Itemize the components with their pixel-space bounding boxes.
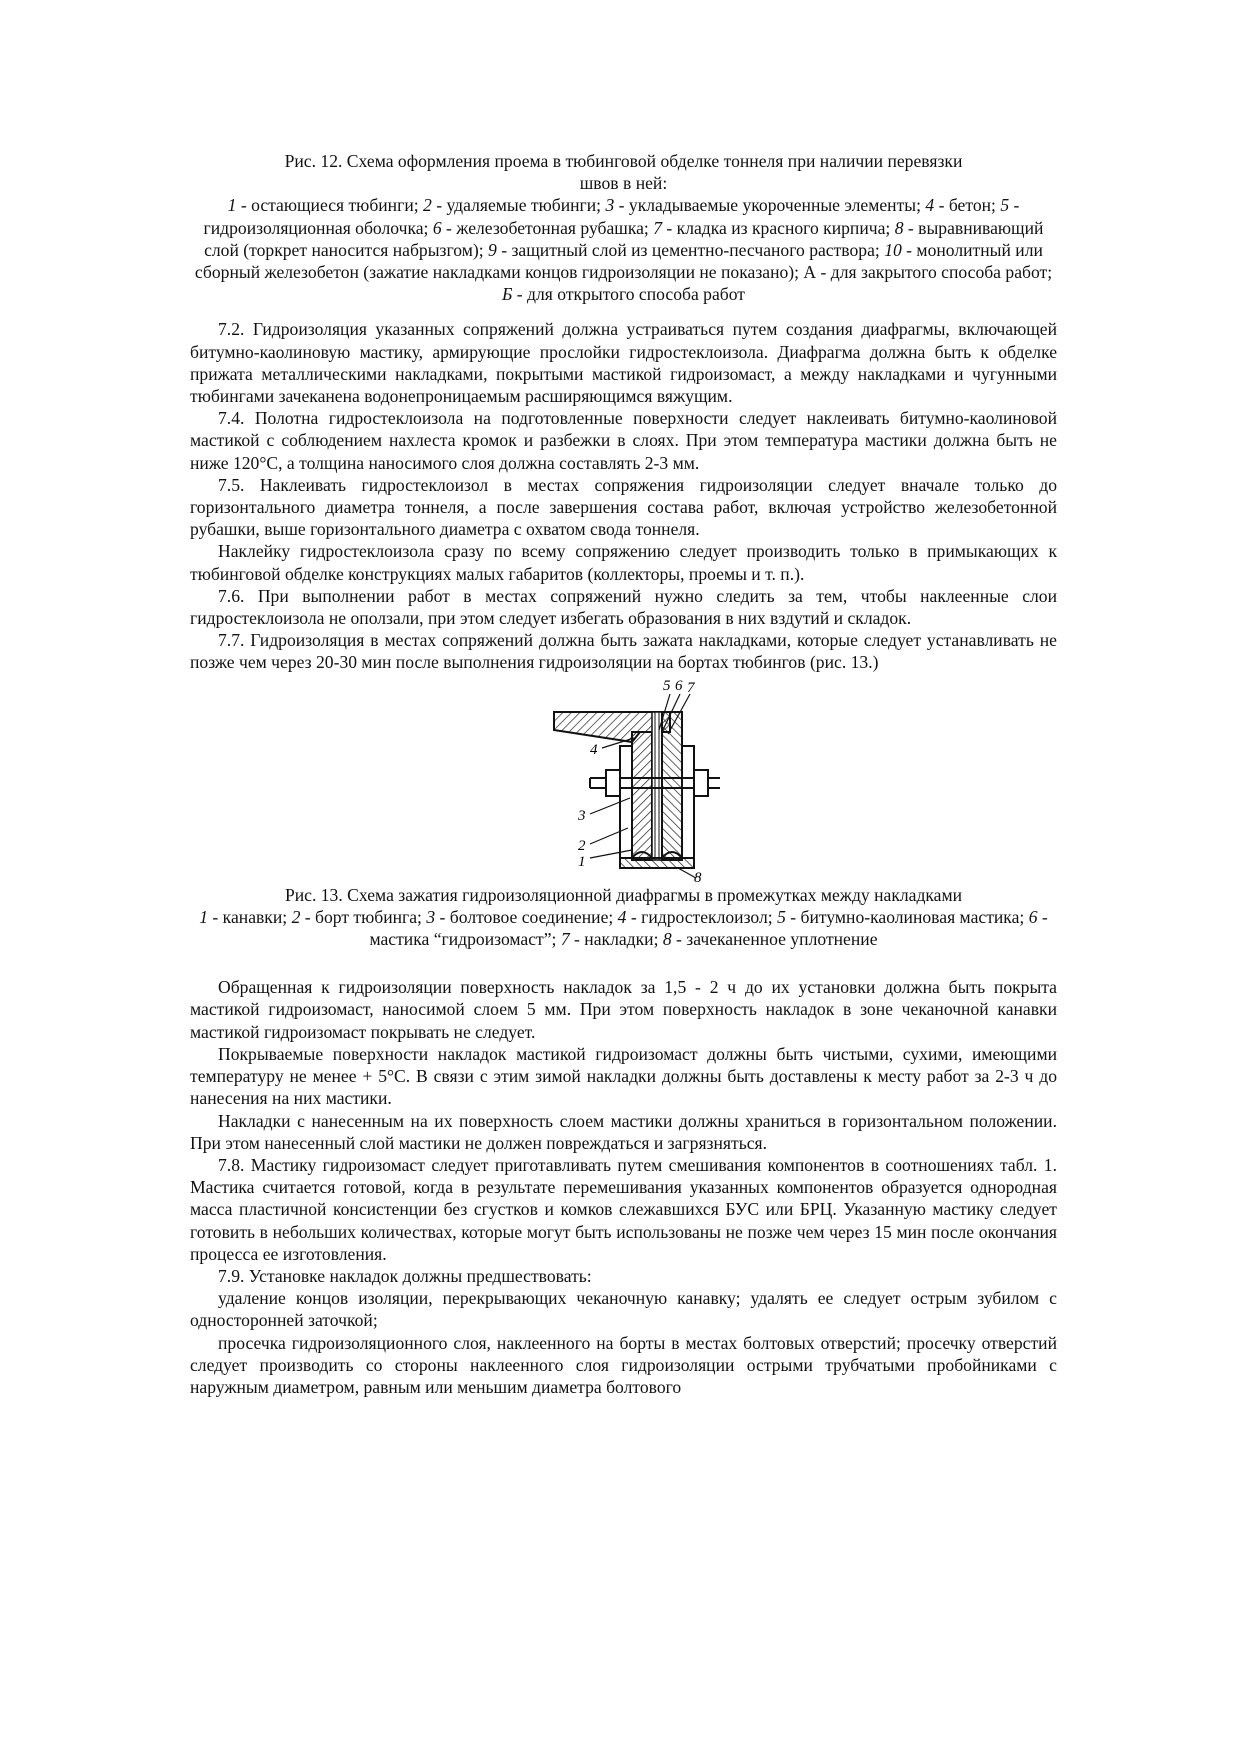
- paragraph: Покрываемые поверхности накладок мастикой гидроизомаст должны быть чистыми, сухими, имеющими температуру не менее + 5°С. В связи с этим зимой накладки должны быть доставлены к месту работ за 2-3 ч до нанесения на них мастики.: [190, 1043, 1057, 1109]
- paragraph: Накладки с нанесенным на их поверхность слоем мастики должны храниться в горизонтальном положении. При этом нанесенный слой мастики не должен повреждаться и загрязняться.: [190, 1110, 1057, 1153]
- paragraph: 7.2. Гидроизоляция указанных сопряжений должна устраиваться путем создания диафрагмы, включающей битумно-каолиновую мастику, армирующие прослойки гидростеклоизола. Диафрагма должна быть к обделке прижата металлическими накладками, покрытыми мастикой гидроизомаст, а между накладками и чугунными тюбингами зачеканена водонепроницаемым расширяющимся вяжущим.: [190, 319, 1057, 407]
- fig13-legend-text: - накладки;: [569, 929, 663, 950]
- fig12-legend-number: Б: [502, 284, 513, 305]
- bolt-head: [606, 770, 620, 796]
- paragraph: просечка гидроизоляционного слоя, наклеенного на борты в местах болтовых отверстий; просечку отверстий следует производить со стороны наклеенного слоя гидроизоляции острыми трубчатыми пробойниками с наружным диаметром, равным или меньшим диаметра болтового: [190, 1332, 1057, 1397]
- fig13-legend-text: - борт тюбинга;: [300, 906, 427, 927]
- paragraph: 7.9. Установке накладок должны предшествовать:: [218, 1265, 592, 1286]
- paragraph: 7.8. Мастику гидроизомаст следует приготавливать путем смешивания компонентов в соотношениях табл. 1. Мастика считается готовой, когда в результате перемешивания указанных компонентов образуется однородная масса пластичной консистенции без сгустков и комков слежавшихся БУС или БРЦ. Указанную мастику следует готовить в небольших количествах, которые могут быть использованы не позже чем через 15 мин после окончания процесса ее изготовления.: [190, 1154, 1057, 1264]
- fig13-legend-text: - мастика “гидроизомаст”;: [369, 906, 1048, 950]
- fig12-legend-text: - укладываемые укороченные элементы;: [614, 195, 926, 216]
- fig13-legend-number: 4: [617, 906, 627, 927]
- fig13-legend-number: 6: [1028, 906, 1038, 927]
- fig12-legend-number: 2: [423, 195, 432, 216]
- fig13-legend-number: 2: [291, 906, 301, 927]
- paragraph: удаление концов изоляции, перекрывающих чеканочную канавку; удалять ее следует острым зубилом с односторонней заточкой;: [190, 1288, 1057, 1331]
- paragraph: 7.5. Наклеивать гидростеклоизол в местах сопряжения гидроизоляции следует вначале только до горизонтального диаметра тоннеля, а после завершения состава работ, включая устройство железобетонной рубашки, выше горизонтального диаметра с охватом свода тоннеля.: [190, 474, 1057, 540]
- fig12-legend-text: - для открытого способа работ: [512, 284, 745, 305]
- fig12-legend-number: 4: [925, 195, 935, 216]
- fig13-label-2: 2: [578, 837, 586, 854]
- paragraph: 7.6. При выполнении работ в местах сопряжений нужно следить за тем, чтобы наклеенные слои гидростеклоизола не оползали, при этом следует избегать образования в них вздутий и складок.: [190, 585, 1057, 629]
- section-7-2-to-7-7: [190, 318, 1057, 673]
- nut: [694, 770, 708, 796]
- fig12-legend-number: 7: [653, 217, 663, 238]
- fig12-legend-text: - монолитный или сборный железобетон (зажатие накладками концов гидроизоляции не показано); А - для закрытого способа работ;: [194, 239, 1053, 283]
- fig13-label-7: 7: [687, 679, 695, 696]
- fig13-legend-text: - зачеканенное уплотнение: [671, 929, 878, 950]
- fig13-legend-number: 3: [426, 906, 436, 927]
- tubing-rib-left: [632, 732, 652, 860]
- fig12-legend-text: - бетон;: [934, 195, 1001, 216]
- fig13-label-3: 3: [578, 807, 586, 824]
- figure-12-caption: [190, 150, 1057, 305]
- caulked-seal: [620, 858, 694, 868]
- paragraph: Обращенная к гидроизоляции поверхность накладок за 1,5 - 2 ч до их установки должна быть покрыта мастикой гидроизомаст, наносимой слоем 5 мм. При этом поверхность накладок в зоне чеканочной канавки мастикой гидроизомаст покрывать не следует.: [190, 977, 1057, 1042]
- figure-13-title: Рис. 13. Схема зажатия гидроизоляционной диафрагмы в промежутках между накладками: [284, 884, 963, 905]
- fig13-legend-number: 8: [662, 929, 672, 950]
- fig12-legend-number: 8: [894, 217, 904, 238]
- fig12-legend-text: - удаляемые тюбинги;: [431, 195, 606, 216]
- figure-13-drawing: [190, 674, 1057, 884]
- fig13-legend-text: - битумно-каолиновая мастика;: [785, 906, 1029, 927]
- fig12-legend-text: - защитный слой из цементно-песчаного раствора;: [496, 239, 885, 260]
- fig13-label-4: 4: [590, 741, 598, 758]
- clamping-diagram: [550, 674, 750, 884]
- figure-12-legend: [190, 194, 1057, 305]
- figure-12-title-line-2: швов в ней:: [579, 173, 668, 194]
- figure-13-caption: [190, 884, 1057, 951]
- fig12-legend-text: - гидроизоляционная оболочка;: [203, 195, 1020, 238]
- fig12-legend-number: 9: [488, 239, 497, 260]
- fig12-legend-number: 5: [1000, 195, 1010, 216]
- fig13-legend-text: - канавки;: [208, 906, 292, 927]
- fig13-legend-text: - болтовое соединение;: [435, 906, 618, 927]
- fig13-legend-number: 7: [560, 929, 570, 950]
- fig12-legend-number: 1: [227, 195, 237, 216]
- fig12-legend-text: - кладка из красного кирпича;: [662, 217, 895, 238]
- document-page: [190, 150, 1057, 1398]
- paragraph: 7.7. Гидроизоляция в местах сопряжений должна быть зажата накладками, которые следует устанавливать не позже чем через 20-30 мин после выполнения гидроизоляции на бортах тюбингов (рис. 13.): [190, 630, 1057, 673]
- fig12-legend-number: 3: [605, 195, 615, 216]
- fig13-label-8: 8: [694, 869, 702, 884]
- clamp-plate-right: [682, 746, 694, 858]
- clamp-plate-left: [620, 746, 632, 858]
- figure-12-title-line-1: Рис. 12. Схема оформления проема в тюбинговой обделке тоннеля при наличии перевязки: [284, 151, 963, 171]
- fig13-legend-text: - гидростеклоизол;: [626, 906, 778, 927]
- fig12-legend-text: - остающиеся тюбинги;: [236, 195, 424, 216]
- fig13-label-6: 6: [675, 677, 683, 694]
- tubing-rib-right: [662, 712, 682, 860]
- fig13-legend-number: 5: [777, 906, 786, 927]
- fig13-label-1: 1: [578, 853, 586, 870]
- paragraph: Наклейку гидростеклоизола сразу по всему сопряжению следует производить только в примыкающих к тюбинговой обделке конструкциях малых габаритов (коллекторы, проемы и т. п.).: [190, 541, 1057, 584]
- section-7-8-to-7-9: [190, 976, 1057, 1398]
- figure-13-legend: [190, 906, 1057, 950]
- fig13-label-5: 5: [663, 677, 671, 694]
- fig13-legend-number: 1: [199, 906, 209, 927]
- fig12-legend-text: - железобетонная рубашка;: [441, 217, 654, 238]
- fig12-legend-number: 6: [432, 217, 442, 238]
- fig12-legend-number: 10: [884, 239, 902, 260]
- diaphragm-layer: [652, 712, 662, 860]
- paragraph: 7.4. Полотна гидростеклоизола на подготовленные поверхности следует наклеивать битумно-каолиновой мастикой с соблюдением нахлеста кромок и разбежки в слоях. При этом температура мастики должна быть не ниже 120°С, а толщина наносимого слоя должна составлять 2-3 мм.: [190, 408, 1057, 473]
- fig12-legend-text: - выравнивающий слой (торкрет наносится набрызгом);: [204, 217, 1044, 260]
